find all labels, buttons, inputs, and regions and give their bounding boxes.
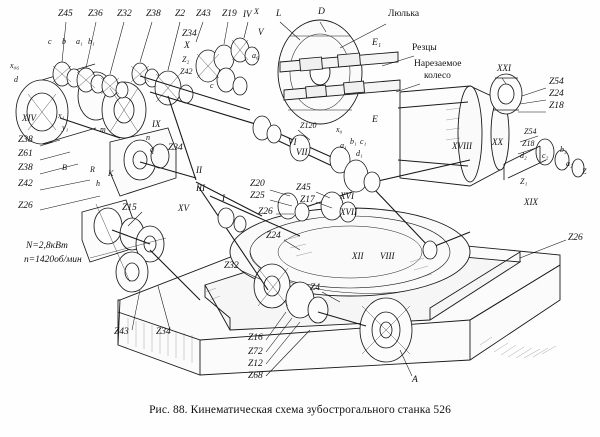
label-d1-mid: d₁	[356, 149, 363, 158]
label-d-left: d	[14, 75, 18, 84]
label-e: E	[372, 115, 378, 125]
label-shaft-v: V	[258, 27, 264, 37]
label-x-a: X	[184, 41, 190, 51]
label-z26-right: Z26	[568, 233, 583, 243]
label-shaft-viii: VIII	[380, 251, 395, 261]
label-z2-top: Z2	[175, 9, 186, 19]
label-z72: Z72	[248, 347, 263, 357]
label-c2: c₂	[542, 151, 549, 160]
label-shaft-vii: VII	[296, 147, 308, 157]
label-shaft-xviii: XVIII	[452, 141, 472, 151]
label-c-a: c	[48, 37, 52, 46]
label-shaft-xv: XV	[178, 203, 189, 213]
label-z42-a: Z42	[180, 67, 193, 76]
label-n: n	[146, 133, 150, 142]
label-z12: Z12	[248, 359, 263, 369]
label-d-top: D	[318, 7, 325, 17]
label-d2: d₂	[520, 151, 527, 160]
label-z34-low: Z34	[156, 327, 171, 337]
label-e1: E₁	[372, 38, 382, 48]
label-z24-r: Z24	[549, 89, 564, 99]
label-z2-b: Z₂	[182, 55, 190, 64]
label-m: m	[100, 125, 106, 134]
label-shaft-ix: IX	[152, 119, 161, 129]
label-b2: b₂	[560, 145, 567, 154]
motor-speed-label: n=1420об/мин	[24, 255, 82, 265]
annotation-cradle: Люлька	[388, 9, 420, 19]
label-z43-top: Z43	[196, 9, 211, 19]
label-x1: x₁	[58, 111, 65, 120]
label-z4: Z4	[310, 283, 321, 293]
label-a2: a₂	[566, 159, 573, 168]
label-shaft-xx: XX	[492, 137, 503, 147]
label-b1-a: b₁	[88, 37, 95, 46]
label-c-b: c	[210, 81, 214, 90]
label-y1: y₁	[62, 123, 69, 132]
label-shaft-xvi: XVI	[340, 191, 354, 201]
label-c1-mid: c₁	[360, 137, 367, 146]
figure-caption: Рис. 88. Кинематическая схема зубострогального станка 526	[149, 404, 451, 416]
label-z68: Z68	[248, 371, 263, 381]
label-z38-l1: Z38	[18, 135, 33, 145]
label-z34-b: Z34	[168, 143, 183, 153]
label-b1-mid: b₁	[350, 137, 357, 146]
label-z38-top: Z38	[146, 9, 161, 19]
label-z26-l: Z26	[18, 201, 33, 211]
label-shaft-i: I	[222, 193, 225, 203]
label-shaft-iv: IV	[243, 9, 252, 19]
label-z36-top: Z36	[88, 9, 103, 19]
label-shaft-ii: II	[196, 165, 202, 175]
label-z32-top: Z32	[117, 9, 132, 19]
label-a-bottom: A	[412, 375, 418, 385]
label-shaft-xxi: XXI	[497, 63, 511, 73]
annotation-workpiece-line2: колесо	[424, 71, 451, 81]
label-z42-l: Z42	[18, 179, 33, 189]
label-z45-mid: Z45	[296, 183, 311, 193]
label-x06: x₀₆	[10, 61, 20, 70]
label-shaft-xiv: XIV	[22, 113, 36, 123]
motor-unit	[82, 200, 166, 292]
label-a1-a: a₁	[76, 37, 83, 46]
label-l: L	[276, 9, 282, 19]
label-z15: Z15	[122, 203, 137, 213]
label-z17: Z17	[300, 195, 315, 205]
label-shaft-xii: XII	[352, 251, 364, 261]
label-k: K	[108, 169, 114, 178]
label-z18-r: Z18	[549, 101, 564, 111]
label-z25: Z25	[250, 191, 265, 201]
label-z38-l2: Z38	[18, 163, 33, 173]
label-z19-top: Z19	[222, 9, 237, 19]
label-b-mid: B	[62, 163, 67, 172]
label-q: q	[150, 145, 154, 154]
label-x0: X	[254, 7, 259, 16]
label-z45-top: Z45	[58, 9, 73, 19]
label-a6: a₆	[252, 51, 259, 60]
machine-bed	[118, 208, 560, 375]
annotation-workpiece-line1: Нарезаемое	[414, 59, 462, 69]
label-h: h	[96, 179, 100, 188]
cradle-assembly	[278, 20, 400, 124]
motor-power-label: N=2,8кВт	[26, 241, 68, 251]
label-shaft-xix: XIX	[524, 197, 538, 207]
label-z32-low: Z32	[224, 261, 239, 271]
label-z18-b: Z18	[522, 139, 535, 148]
label-z24-mid: Z24	[266, 231, 281, 241]
annotation-cutters: Резцы	[412, 43, 437, 53]
label-z20: Z20	[250, 179, 265, 189]
label-x0-mid: x₀	[336, 125, 343, 134]
label-z16: Z16	[248, 333, 263, 343]
label-z54-r: Z54	[549, 77, 564, 87]
label-z1-right: Z₁	[520, 177, 528, 186]
label-z54-b: Z54	[524, 127, 537, 136]
label-z-right: Z	[582, 167, 587, 176]
label-z34-a: Z34	[182, 29, 197, 39]
label-a1-mid: a₁	[340, 141, 347, 150]
label-shaft-iii: III	[196, 183, 205, 193]
label-b-a: b	[62, 37, 66, 46]
label-shaft-vi: VI	[288, 137, 297, 147]
label-r: R	[90, 165, 95, 174]
label-shaft-xvii: XVII	[340, 207, 357, 217]
label-z61-l: Z61	[18, 149, 33, 159]
label-z26-mid: Z26	[258, 207, 273, 217]
label-z43-low: Z43	[114, 327, 129, 337]
label-z120: Z120	[300, 121, 317, 130]
